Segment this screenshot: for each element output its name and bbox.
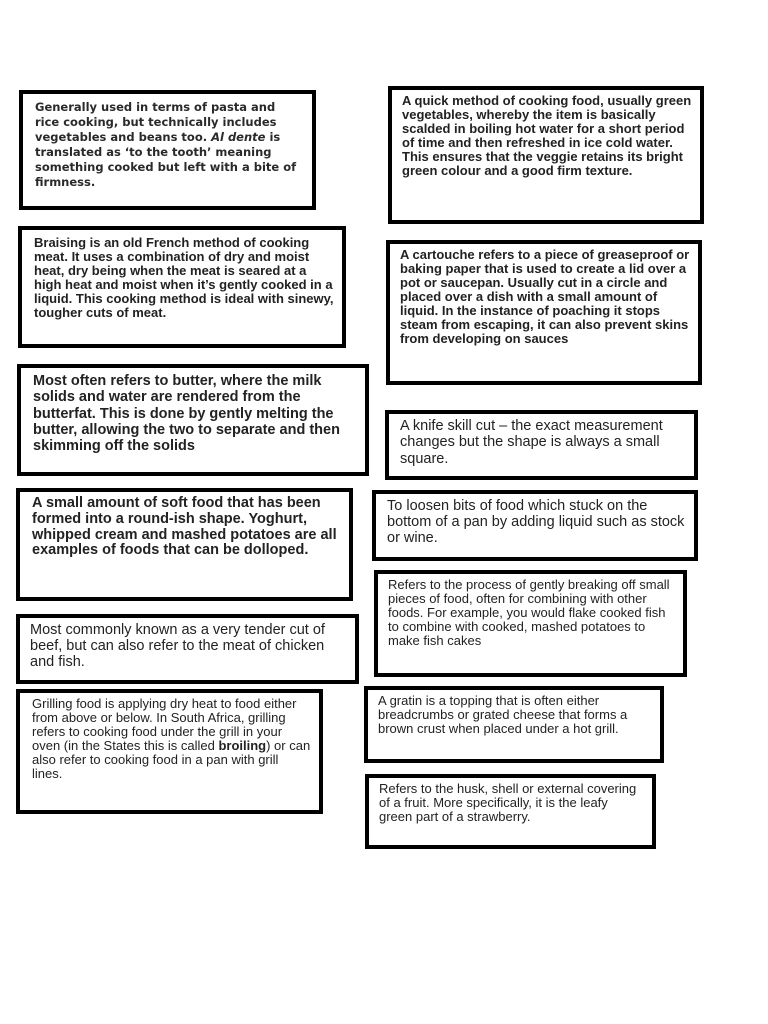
- clarify-text: Most often refers to butter, where the milk solids and water are rendered from the butterfat. This is done by gently melting the butter, allowing the two to separate and then skimming off the solids: [33, 373, 340, 455]
- card-dice: [385, 410, 698, 480]
- card-dollop: [16, 488, 353, 601]
- blanching-text: A quick method of cooking food, usually green vegetables, whereby the item is basically scalded in boiling hot water for a short period of time and then refreshed in ice cold water. This ensures that the veggie retains its bright green colour and a good firm texture.: [402, 93, 692, 178]
- card-braising: [18, 226, 346, 348]
- grilling-text: [32, 697, 311, 781]
- deglaze-text: To loosen bits of food which stuck on the bottom of a pan by adding liquid such as stock or wine.: [387, 498, 685, 546]
- al-dente-term: Al dente: [211, 130, 266, 144]
- grilling-term: broiling: [218, 738, 267, 753]
- al-dente-text-start: Generally used in terms of pasta and rice cooking, but technically includes vegetables and beans too.: [35, 100, 277, 144]
- grilling-text-start: Grilling food is applying dry heat to food either from above or below. In South Africa, grilling refers to cooking food under the grill in your oven (in the States this is called: [32, 696, 297, 753]
- al-dente-text-end: is translated as ‘to the tooth’ meaning something cooked but left with a bite of firmness.: [35, 130, 297, 189]
- grilling-text-end: ) or can also refer to cooking food in a pan with grill lines.: [32, 738, 311, 781]
- braising-text: Braising is an old French method of cooking meat. It uses a combination of dry and moist heat, dry being when the meat is seared at a high heat and moist when it’s gently cooked in a liquid. This cooking method is ideal with sinewy, tougher cuts of meat.: [34, 235, 334, 320]
- gratin-text: A gratin is a topping that is often either breadcrumbs or grated cheese that forms a brown crust when placed under a hot grill.: [378, 693, 628, 736]
- al-dente-text: [35, 100, 302, 190]
- flake-text: Refers to the process of gently breaking off small pieces of food, often for combining with other foods. For example, you would flake cooked fish to combine with cooked, mashed potatoes to make fish cakes: [388, 577, 670, 648]
- card-cartouche: [386, 240, 702, 385]
- card-gratin: [364, 686, 664, 763]
- cartouche-text: A cartouche refers to a piece of greaseproof or baking paper that is used to create a lid over a pot or saucepan. Usually cut in a circle and placed over a dish with a small amount of liquid. In the instance of poaching it stops steam from escaping, it can also prevent skins from developing on sauces: [400, 247, 690, 346]
- card-grilling: [16, 689, 323, 814]
- card-hull: [365, 774, 656, 849]
- fillet-text: Most commonly known as a very tender cut of beef, but can also refer to the meat of chicken and fish.: [30, 622, 325, 670]
- card-fillet: [16, 614, 359, 684]
- card-blanching: [388, 86, 704, 224]
- dice-text: A knife skill cut – the exact measurement changes but the shape is always a small square.: [400, 418, 663, 467]
- card-deglaze: [372, 490, 698, 561]
- card-flake: [374, 570, 687, 677]
- card-clarify: [17, 364, 369, 476]
- dollop-text: A small amount of soft food that has been formed into a round-ish shape. Yoghurt, whipped cream and mashed potatoes are all examples of foods that can be dolloped.: [32, 495, 337, 559]
- card-al-dente: [19, 90, 316, 210]
- hull-text: Refers to the husk, shell or external covering of a fruit. More specifically, it is the leafy green part of a strawberry.: [379, 781, 637, 824]
